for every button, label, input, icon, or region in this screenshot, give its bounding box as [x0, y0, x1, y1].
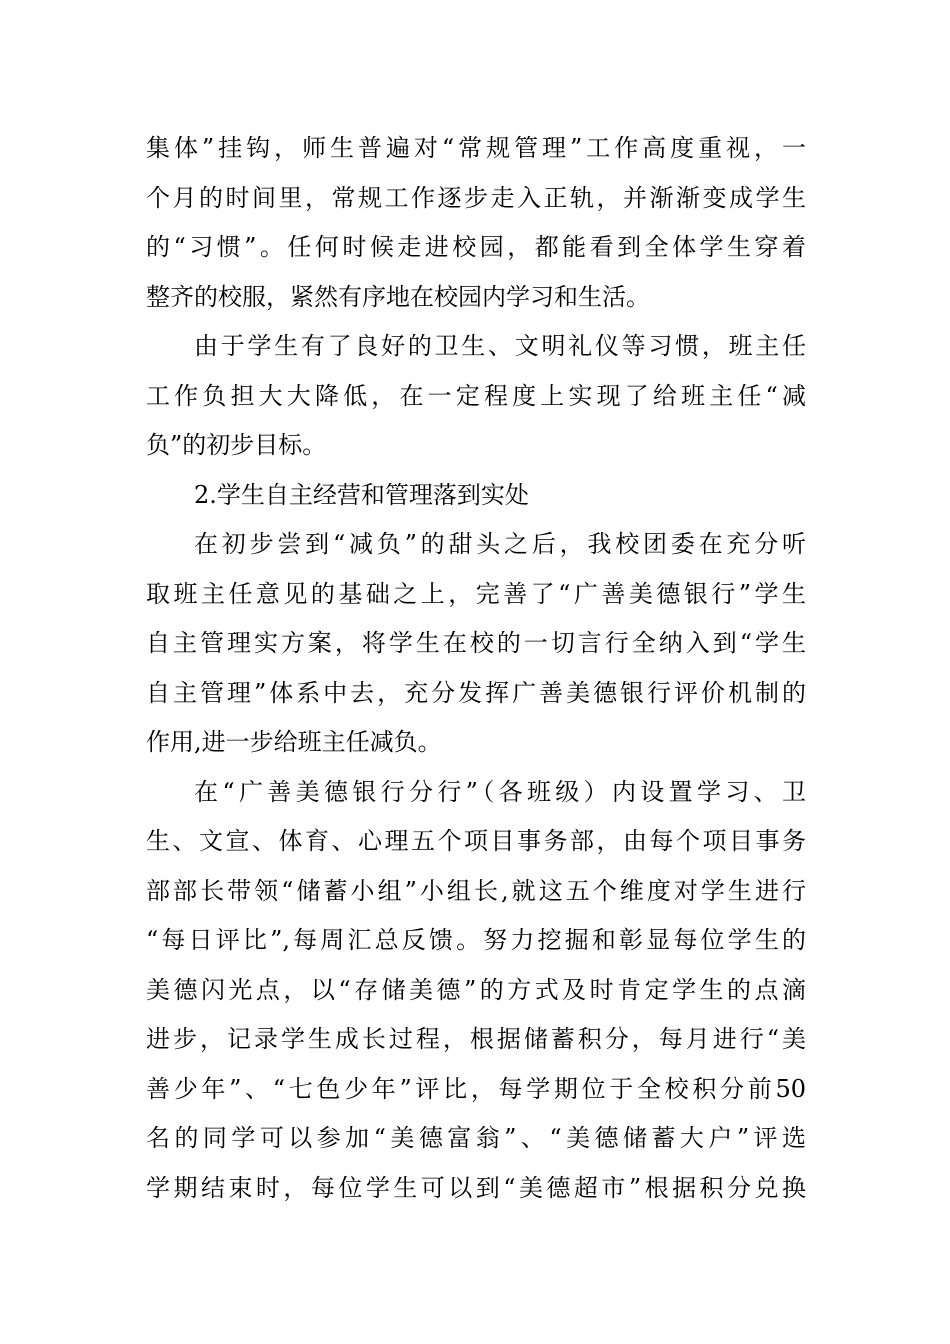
text-line: 善少年”、“七色少年”评比，每学期位于全校积分前50 — [146, 1074, 806, 1103]
text-line: 整齐的校服，紧然有序地在校园内学习和生活。 — [146, 282, 650, 311]
text-line: 部部长带领“储蓄小组”小组长,就这五个维度对学生进行 — [146, 876, 806, 905]
text-line: 学期结束时，每位学生可以到“美德超市”根据积分兑换 — [146, 1173, 806, 1202]
text-line: 进步，记录学生成长过程，根据储蓄积分，每月进行“美 — [146, 1025, 806, 1053]
text-line: 个月的时间里，常规工作逐步走入正轨，并渐渐变成学生 — [146, 183, 806, 212]
text-line: 由于学生有了良好的卫生、文明礼仪等习惯，班主任 — [194, 332, 806, 360]
text-line: 取班主任意见的基础之上，完善了“广善美德银行”学生 — [146, 579, 806, 608]
text-line: 负”的初步目标。 — [146, 431, 327, 459]
text-line: 自主管理”体系中去，充分发挥广善美德银行评价机制的 — [146, 678, 806, 707]
paragraph — [146, 520, 806, 768]
text-line: 工作负担大大降低，在一定程度上实现了给班主任“减 — [146, 381, 806, 410]
text-line: 作用,进一步给班主任减负。 — [146, 728, 442, 756]
paragraph — [146, 322, 806, 471]
paragraph — [146, 471, 806, 521]
text-line: 生、文宣、体育、心理五个项目事务部，由每个项目事务 — [146, 827, 806, 855]
text-line: 的“习惯”。任何时候走进校园，都能看到全体学生穿着 — [146, 233, 806, 261]
paragraph — [146, 124, 806, 322]
text-line: 集体”挂钩，师生普遍对“常规管理”工作高度重视，一 — [146, 134, 806, 162]
text-line: 自主管理实方案，将学生在校的一切言行全纳入到“学生 — [146, 629, 806, 657]
text-line: 名的同学可以参加“美德富翁”、“美德储蓄大户”评选 — [146, 1124, 806, 1152]
text-line: 在“广善美德银行分行”（各班级）内设置学习、卫 — [194, 777, 806, 806]
document-page — [146, 124, 806, 1213]
paragraph — [146, 768, 806, 1214]
text-line: 美德闪光点，以“存储美德”的方式及时肯定学生的点滴 — [146, 975, 806, 1004]
text-line: 2.学生自主经营和管理落到实处 — [194, 480, 529, 509]
text-line: 在初步尝到“减负”的甜头之后，我校团委在充分听 — [194, 530, 806, 558]
text-line: “每日评比”,每周汇总反馈。努力挖掘和彰显每位学生的 — [146, 926, 806, 954]
